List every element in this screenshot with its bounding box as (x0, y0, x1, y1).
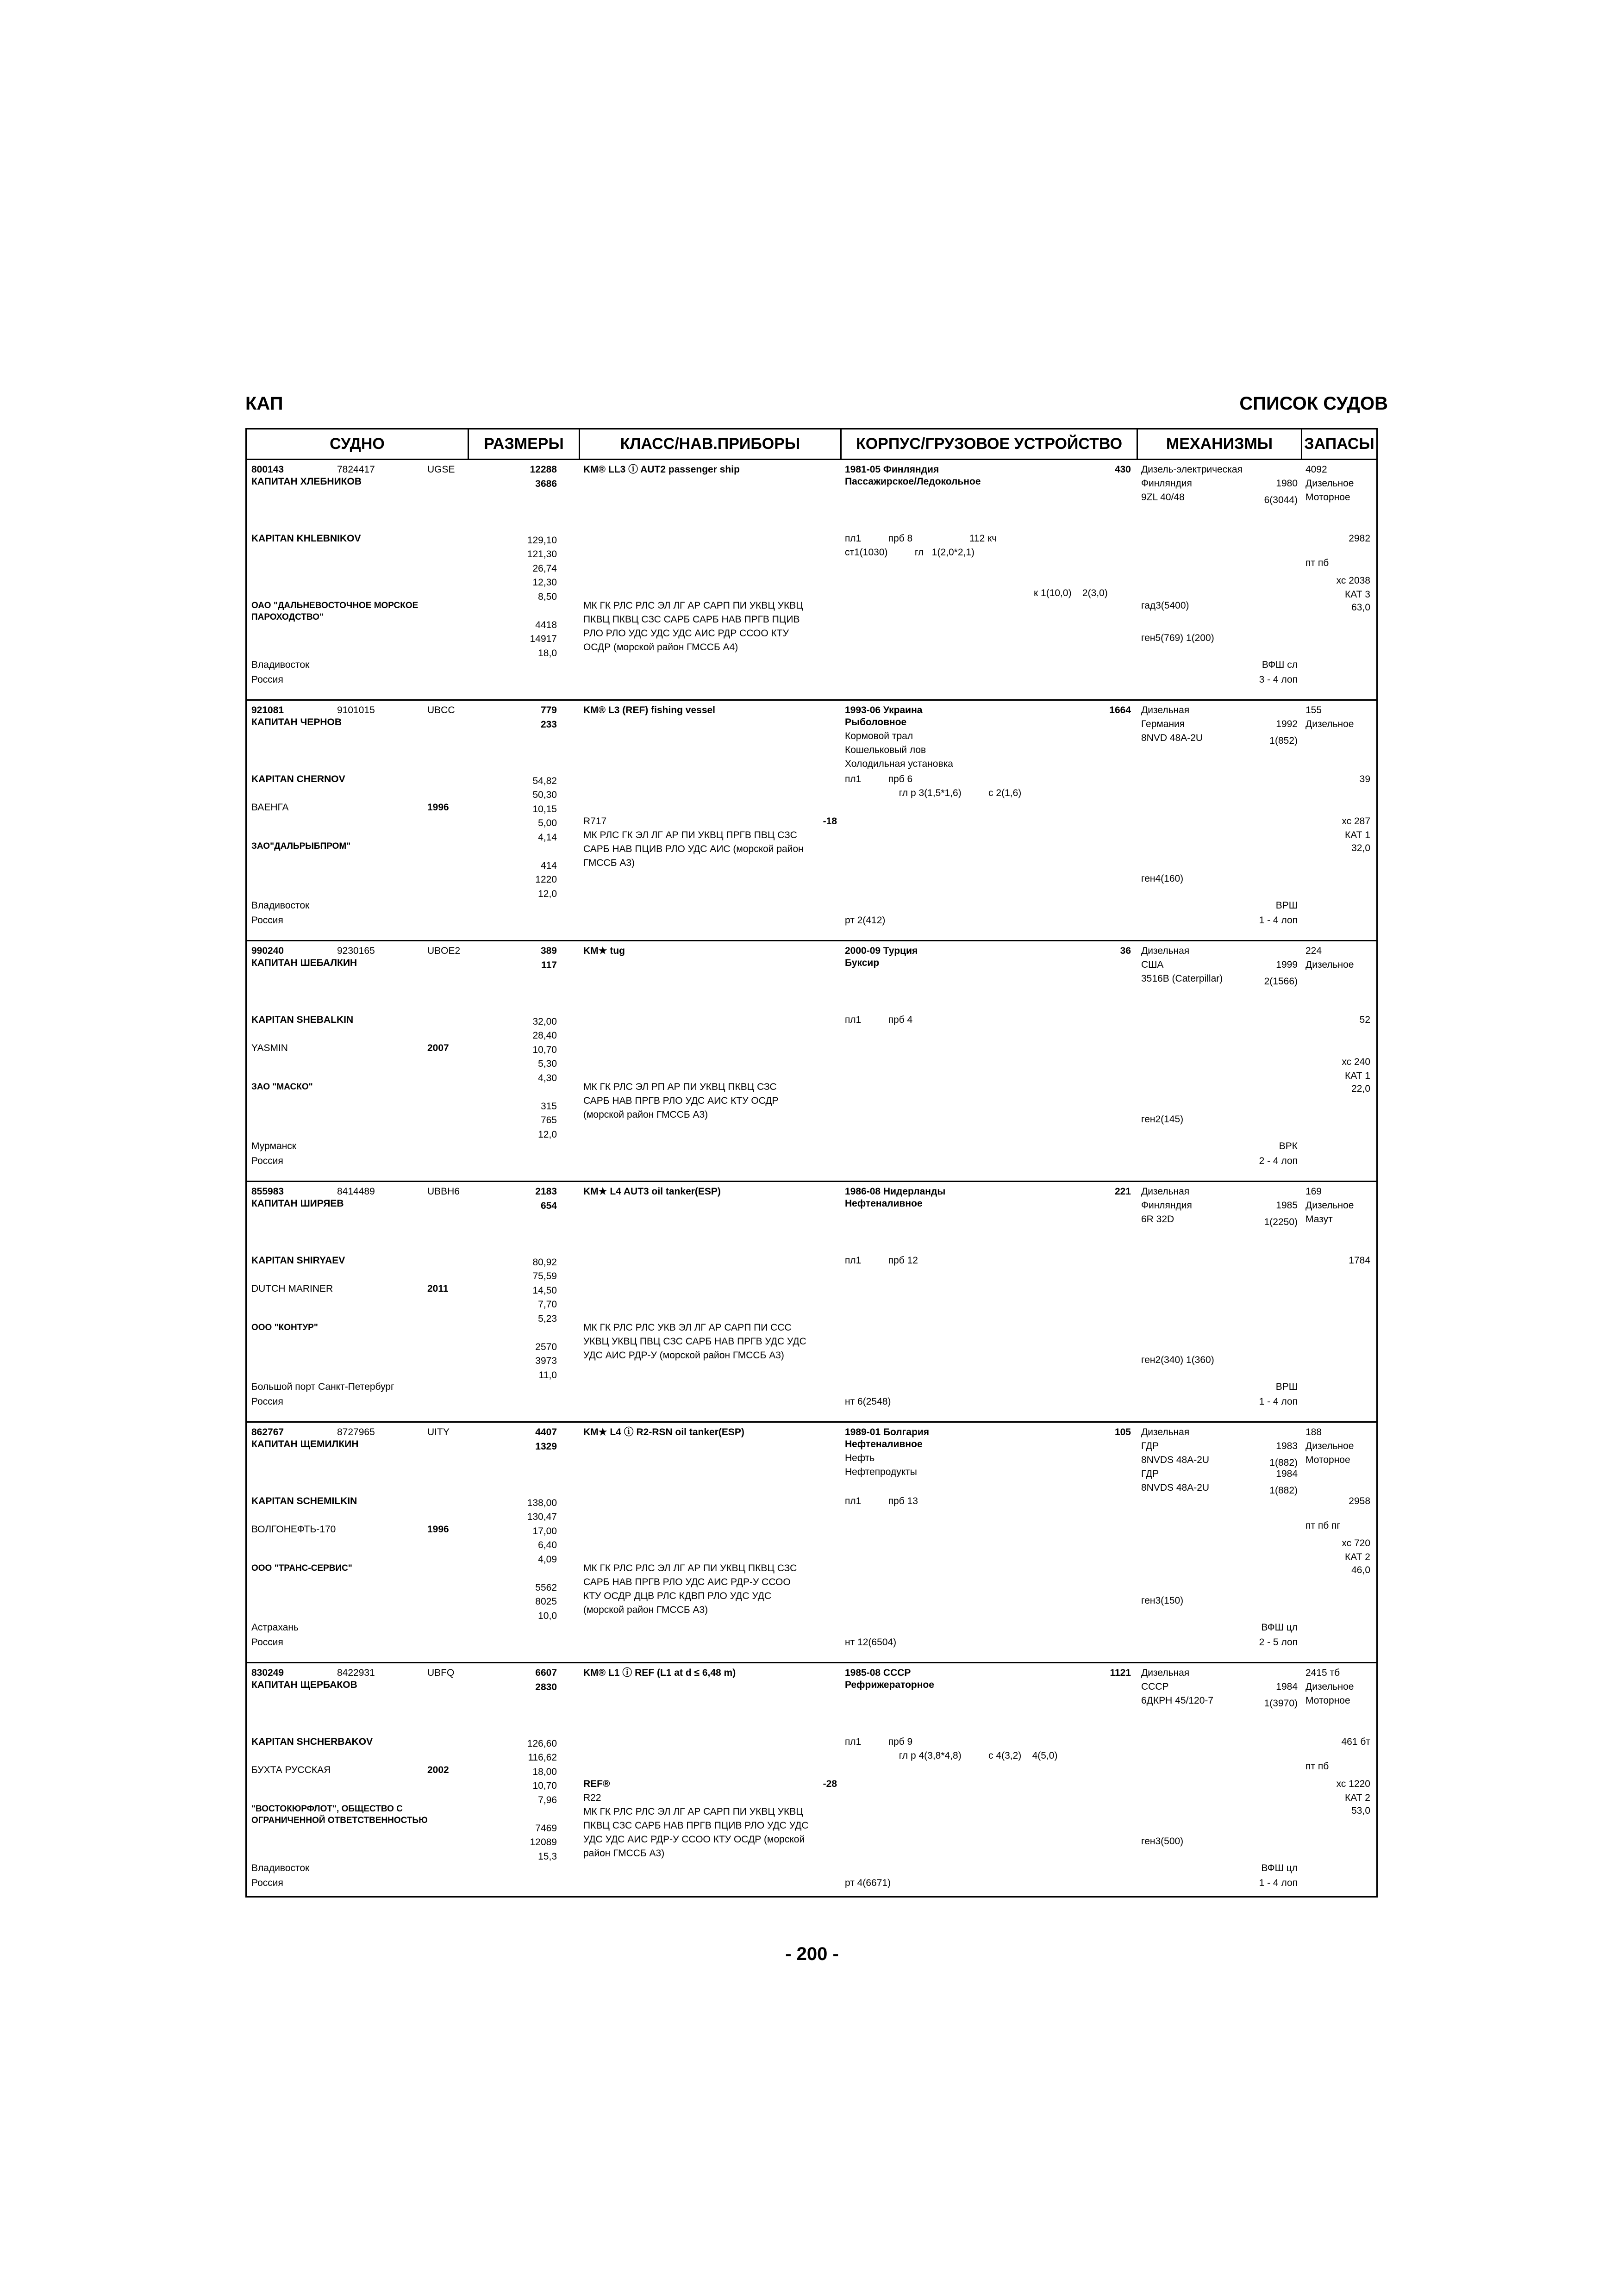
fuel-type: 4092 (1305, 464, 1327, 475)
home-port: Астрахань (251, 1622, 299, 1633)
home-port: Владивосток (251, 900, 310, 911)
machinery-item: Германия (1141, 719, 1185, 729)
decks-bulkheads: пл1 прб 6 (845, 774, 913, 784)
machinery-item: 8NVD 48A-2U (1141, 733, 1203, 743)
dimension-value: 7469 (535, 1823, 557, 1834)
dimension-value: 12288 (530, 464, 557, 475)
machinery-item: 8NVDS 48A-2U (1141, 1455, 1210, 1465)
dimension-value: 11,0 (538, 1369, 557, 1381)
machinery-value: 2(1566) (1264, 976, 1298, 987)
dimension-value: 10,15 (532, 803, 557, 815)
ships-table (245, 428, 1378, 1898)
propeller-blades: 2 - 5 лоп (1259, 1637, 1298, 1648)
build-info: 1985-08 СССР (845, 1668, 911, 1678)
ship-entry (247, 701, 1376, 941)
hull-type: Рыболовное (845, 717, 907, 728)
ship-entry (247, 460, 1376, 701)
cargo-holds: гл р 3(1,5*1,6) с 2(1,6) (845, 788, 1022, 798)
call-sign: UBCC (427, 705, 455, 716)
dimension-value: 233 (540, 719, 557, 730)
propeller: ВФШ сл (1262, 660, 1298, 670)
machinery-value: 6(3044) (1264, 495, 1298, 505)
dimension-value: 8,50 (538, 591, 557, 602)
dimension-value: 6607 (535, 1668, 557, 1678)
dimension-value: 18,0 (538, 647, 557, 659)
propeller-blades: 1 - 4 лоп (1259, 915, 1298, 926)
decks-bulkheads: пл1 прб 13 (845, 1496, 918, 1506)
dimension-value: 17,00 (532, 1525, 557, 1537)
machinery-value: 1(2250) (1264, 1217, 1298, 1227)
dimension-value: 1329 (535, 1441, 557, 1452)
imo-number: 8422931 (337, 1668, 375, 1678)
call-sign: UGSE (427, 464, 455, 475)
yard-number: 1664 (1109, 705, 1131, 716)
dimension-value: 315 (540, 1101, 557, 1112)
dimension-value: 654 (540, 1200, 557, 1211)
dimension-value: 75,59 (532, 1271, 557, 1282)
fuel-capacity: 2958 (1349, 1496, 1370, 1506)
dimension-value: 5,00 (538, 818, 557, 828)
dimension-value: 5562 (535, 1582, 557, 1593)
nav-equipment: МК ГК РЛС РЛС ЭЛ ЛГ АР САРП ПИ УКВЦ УКВЦ (583, 600, 803, 611)
dimension-value: 414 (540, 860, 557, 871)
dimension-value: 6,40 (538, 1540, 557, 1550)
ship-name-en: KAPITAN SHEBALKIN (251, 1014, 354, 1025)
dimension-value: 54,82 (532, 775, 557, 786)
fuel-grades: пт пб (1305, 558, 1329, 568)
yard-number: 1121 (1110, 1668, 1131, 1678)
former-year: 1996 (427, 1524, 449, 1535)
former-year: 1996 (427, 802, 449, 813)
col-machinery: МЕХАНИЗМЫ (1138, 429, 1302, 460)
dimension-value: 15,3 (538, 1851, 557, 1862)
dimension-value: 4,30 (538, 1072, 557, 1083)
class-notation: KM® L3 (REF) fishing vessel (583, 705, 716, 716)
category: КАТ 1 (1345, 830, 1370, 840)
dimension-value: 12,0 (538, 888, 557, 899)
dimension-value: 3686 (535, 478, 557, 489)
category-value: 46,0 (1351, 1565, 1370, 1575)
category: КАТ 2 (1345, 1552, 1370, 1562)
machinery-item: США (1141, 959, 1164, 970)
generators: ген3(500) (1141, 1836, 1184, 1847)
fuel-type: Моторное (1305, 492, 1350, 503)
imo-number: 7824417 (337, 464, 375, 475)
machinery-item: 6R 32D (1141, 1214, 1174, 1225)
dimension-value: 1220 (535, 874, 557, 885)
nav-equipment: МК ГК РЛС РЛС ЭЛ ЛГ АР ПИ УКВЦ ПКВЦ СЗС (583, 1563, 797, 1574)
category: КАТ 2 (1345, 1792, 1370, 1803)
section-title: КАП (245, 393, 283, 414)
hull-type: Кормовой трал (845, 731, 913, 741)
dimension-value: 80,92 (532, 1257, 557, 1268)
home-port: Владивосток (251, 1863, 310, 1873)
fuel-type: Дизельное (1305, 478, 1354, 489)
fuel-type: Моторное (1305, 1695, 1350, 1706)
propeller: ВРК (1279, 1141, 1298, 1151)
refrigeration-temp: -18 (823, 816, 837, 827)
machinery-item: Дизельная (1141, 1186, 1190, 1197)
yard-number: 105 (1114, 1427, 1131, 1437)
ship-name-ru: КАПИТАН ЩЕРБАКОВ (251, 1680, 357, 1690)
propeller-blades: 3 - 4 лоп (1259, 674, 1298, 685)
cargo-holds: ст1(1030) гл 1(2,0*2,1) (845, 547, 975, 558)
former-name: DUTCH MARINER (251, 1283, 333, 1294)
owner: ЗАО "МАСКО" (251, 1082, 313, 1092)
category-value: 32,0 (1351, 843, 1370, 853)
hull-type: Нефть (845, 1453, 875, 1463)
home-port: Большой порт Санкт-Петербург (251, 1381, 394, 1392)
crew-cabins: хс 2038 (1336, 575, 1370, 586)
yard-number: 36 (1120, 946, 1131, 956)
home-port: Владивосток (251, 660, 310, 670)
call-sign: UBOE2 (427, 946, 461, 956)
call-sign: UBFQ (427, 1668, 455, 1678)
machinery-item: 8NVDS 48A-2U (1141, 1482, 1210, 1493)
machinery-value: 1(3970) (1264, 1698, 1298, 1709)
machinery-item: ГДР (1141, 1468, 1159, 1479)
build-info: 1993-06 Украина (845, 705, 923, 716)
fuel-type: Моторное (1305, 1455, 1350, 1465)
col-hull: КОРПУС/ГРУЗОВОЕ УСТРОЙСТВО (842, 429, 1138, 460)
machinery-item: Дизель-электрическая (1141, 464, 1243, 475)
machinery-item: Финляндия (1141, 1200, 1192, 1211)
nav-equipment: УКВЦ УКВЦ ПВЦ СЗС САРБ НАВ ПРГВ УДС УДС (583, 1336, 806, 1347)
machinery-value: 1985 (1276, 1200, 1298, 1211)
former-name: ВАЕНГА (251, 802, 289, 813)
category: КАТ 3 (1345, 589, 1370, 600)
hull-type: Нефтепродукты (845, 1467, 917, 1477)
reg-number: 862767 (251, 1427, 284, 1437)
nav-equipment: МК ГК РЛС РЛС ЭЛ ЛГ АР САРП ПИ УКВЦ УКВЦ (583, 1806, 803, 1817)
generators-aux: гад3(5400) (1141, 600, 1189, 611)
decks-bulkheads: пл1 прб 9 (845, 1736, 913, 1747)
dimension-value: 5,23 (538, 1313, 557, 1324)
propeller-blades: 1 - 4 лоп (1259, 1396, 1298, 1407)
reg-number: 855983 (251, 1186, 284, 1197)
class-notation: KM® L1 ⓘ REF (L1 at d ≤ 6,48 m) (583, 1668, 736, 1678)
class-notation: KM★ L4 ⓘ R2-RSN oil tanker(ESP) (583, 1427, 744, 1437)
decks-bulkheads: пл1 прб 8 112 кч (845, 533, 997, 544)
col-stores: ЗАПАСЫ (1302, 429, 1376, 460)
ship-name-en: KAPITAN SHCHERBAKOV (251, 1736, 373, 1747)
propeller: ВРШ (1275, 900, 1298, 911)
build-info: 1981-05 Финляндия (845, 464, 939, 475)
ship-name-ru: КАПИТАН ХЛЕБНИКОВ (251, 476, 362, 487)
nav-equipment: САРБ НАВ ПРГВ РЛО УДС АИС КТУ ОСДР (583, 1095, 779, 1106)
dimension-value: 130,47 (527, 1512, 557, 1522)
imo-number: 8727965 (337, 1427, 375, 1437)
fuel-type: Дизельное (1305, 1200, 1354, 1211)
fuel-grades: пт пб пг (1305, 1520, 1341, 1531)
fuel-type: Дизельное (1305, 959, 1354, 970)
dimension-value: 14,50 (532, 1285, 557, 1296)
owner: "ВОСТОКЮРФЛОТ", ОБЩЕСТВО С ОГРАНИЧЕННОЙ ОТВЕТСТВЕННОСТЬЮ (251, 1804, 428, 1825)
crew-cabins: хс 1220 (1336, 1779, 1370, 1789)
ship-name-ru: КАПИТАН ШЕБАЛКИН (251, 958, 357, 968)
dimension-value: 4,09 (538, 1554, 557, 1565)
nav-equipment: МК ГК РЛС ЭЛ РП АР ПИ УКВЦ ПКВЦ СЗС (583, 1082, 777, 1092)
dimension-value: 116,62 (528, 1752, 557, 1763)
dimension-value: 12,30 (532, 577, 557, 588)
nav-equipment: РЛО РЛО УДС УДС УДС АИС РДР ССОО КТУ (583, 628, 789, 639)
build-info: 1986-08 Нидерланды (845, 1186, 946, 1197)
ship-entry (247, 1423, 1376, 1663)
owner: ООО "ТРАНС-СЕРВИС" (251, 1563, 352, 1573)
former-name: ВОЛГОНЕФТЬ-170 (251, 1524, 336, 1535)
nav-equipment: САРБ НАВ ПЦИВ РЛО УДС АИС (морской район (583, 844, 804, 854)
fuel-type: Мазут (1305, 1214, 1333, 1225)
nav-equipment: R22 (583, 1792, 601, 1803)
fuel-type: 2415 тб (1305, 1668, 1340, 1678)
crew-cabins: хс 287 (1342, 816, 1370, 827)
class-notation: KM® LL3 ⓘ AUT2 passenger ship (583, 464, 740, 475)
hull-type: Кошельковый лов (845, 745, 926, 755)
reg-number: 921081 (251, 705, 284, 716)
reg-number: 830249 (251, 1668, 284, 1678)
dimension-value: 765 (540, 1115, 557, 1126)
dimension-value: 4407 (535, 1427, 557, 1437)
machinery-value: 1(852) (1269, 735, 1298, 746)
machinery-item: 3516B (Caterpillar) (1141, 973, 1223, 984)
tanks: нт 12(6504) (845, 1637, 897, 1648)
list-title: СПИСОК СУДОВ (1239, 393, 1388, 414)
dimension-value: 14917 (530, 634, 557, 644)
dimension-value: 18,00 (532, 1766, 557, 1777)
dimension-value: 4,14 (538, 832, 557, 843)
ship-name-ru: КАПИТАН ЩЕМИЛКИН (251, 1439, 359, 1450)
refrigeration-temp: -28 (823, 1779, 837, 1789)
dimension-value: 50,30 (532, 790, 557, 800)
imo-number: 9101015 (337, 705, 375, 716)
nav-equipment: район ГМССБ А3) (583, 1848, 665, 1859)
dimension-value: 32,00 (532, 1016, 557, 1027)
tanks: рт 4(6671) (845, 1878, 891, 1888)
generators: ген2(340) 1(360) (1141, 1355, 1214, 1365)
dimension-value: 117 (541, 959, 557, 971)
dimension-value: 779 (540, 705, 557, 716)
nav-equipment: ОСДР (морской район ГМССБ А4) (583, 642, 738, 653)
dimension-value: 10,70 (532, 1780, 557, 1791)
machinery-value: 1992 (1276, 719, 1298, 729)
imo-number: 8414489 (337, 1186, 375, 1197)
country: Россия (251, 1878, 283, 1888)
former-name: YASMIN (251, 1043, 288, 1053)
hull-type: Нефтеналивное (845, 1439, 923, 1450)
owner: ЗАО"ДАЛЬРЫБПРОМ" (251, 841, 351, 851)
yard-number: 430 (1114, 464, 1131, 475)
dimension-value: 8025 (535, 1596, 557, 1607)
ship-name-en: KAPITAN CHERNOV (251, 774, 345, 784)
decks-bulkheads: пл1 прб 4 (845, 1014, 913, 1025)
machinery-item: Дизельная (1141, 1427, 1190, 1437)
generators: ген3(150) (1141, 1595, 1184, 1606)
yard-number: 221 (1114, 1186, 1131, 1197)
machinery-item: 9ZL 40/48 (1141, 492, 1185, 503)
owner: ООО "КОНТУР" (251, 1323, 318, 1332)
country: Россия (251, 674, 283, 685)
category: КАТ 1 (1345, 1070, 1370, 1081)
machinery-item: Дизельная (1141, 705, 1190, 716)
dimension-value: 10,70 (532, 1044, 557, 1055)
reg-number: 990240 (251, 946, 284, 956)
propeller: ВРШ (1275, 1381, 1298, 1392)
machinery-value: 1984 (1276, 1468, 1298, 1479)
nav-equipment: САРБ НАВ ПРГВ РЛО УДС АИС РДР-У ССОО (583, 1577, 791, 1587)
dimension-value: 12089 (530, 1837, 557, 1848)
imo-number: 9230165 (337, 946, 375, 956)
machinery-value: 1984 (1276, 1681, 1298, 1692)
machinery-value: 1980 (1276, 478, 1298, 489)
call-sign: UITY (427, 1427, 450, 1437)
nav-equipment: УДС АИС РДР-У (морской район ГМССБ А3) (583, 1350, 784, 1361)
generators: ген4(160) (1141, 873, 1184, 884)
propeller-blades: 1 - 4 лоп (1259, 1878, 1298, 1888)
dimension-value: 12,0 (538, 1129, 557, 1140)
category-value: 53,0 (1351, 1805, 1370, 1816)
machinery-item: 6ДКРН 45/120-7 (1141, 1695, 1214, 1706)
fuel-type: Дизельное (1305, 1681, 1354, 1692)
propeller-blades: 2 - 4 лоп (1259, 1156, 1298, 1166)
cargo-holds: гл р 4(3,8*4,8) с 4(3,2) 4(5,0) (845, 1750, 1058, 1761)
nav-equipment: КТУ ОСДР ДЦВ РЛС КДВП РЛО УДС УДС (583, 1591, 772, 1601)
ship-entry (247, 1663, 1376, 1904)
country: Россия (251, 1156, 283, 1166)
home-port: Мурманск (251, 1141, 297, 1151)
col-dims: РАЗМЕРЫ (469, 429, 580, 460)
hull-type: Рефрижераторное (845, 1680, 934, 1690)
machinery-item: СССР (1141, 1681, 1169, 1692)
dimension-value: 5,30 (538, 1058, 557, 1069)
dimension-value: 121,30 (527, 549, 557, 560)
fuel-capacity: 39 (1359, 774, 1370, 784)
hull-type: Пассажирское/Ледокольное (845, 476, 981, 487)
dimension-value: 2183 (535, 1186, 557, 1197)
hull-type: Буксир (845, 958, 880, 968)
propeller: ВФШ цл (1261, 1863, 1298, 1873)
dimension-value: 389 (540, 946, 557, 956)
former-year: 2011 (427, 1283, 449, 1294)
machinery-item: Дизельная (1141, 946, 1190, 956)
dimension-value: 2830 (535, 1681, 557, 1692)
ship-name-ru: КАПИТАН ШИРЯЕВ (251, 1198, 344, 1209)
nav-equipment: МК ГК РЛС РЛС УКВ ЭЛ ЛГ АР САРП ПИ ССС (583, 1322, 792, 1333)
class-notation: KM★ tug (583, 946, 625, 956)
dimension-value: 7,96 (538, 1794, 557, 1805)
dimension-value: 10,0 (538, 1610, 557, 1621)
category-value: 22,0 (1351, 1083, 1370, 1094)
call-sign: UBBH6 (427, 1186, 460, 1197)
nav-equipment: (морской район ГМССБ А3) (583, 1605, 708, 1615)
crew-cabins: хс 720 (1342, 1538, 1370, 1549)
former-name: БУХТА РУССКАЯ (251, 1765, 331, 1775)
generators: ген5(769) 1(200) (1141, 633, 1214, 643)
fuel-grades: пт пб (1305, 1761, 1329, 1772)
propeller: ВФШ цл (1261, 1622, 1298, 1633)
nav-equipment: ГМССБ А3) (583, 858, 635, 868)
fuel-capacity: 1784 (1349, 1255, 1370, 1266)
country: Россия (251, 1637, 283, 1648)
cranes: к 1(10,0) 2(3,0) (1034, 588, 1108, 598)
class-notation: KM★ L4 AUT3 oil tanker(ESP) (583, 1186, 721, 1197)
ship-entry (247, 1182, 1376, 1423)
former-year: 2007 (427, 1043, 449, 1053)
fuel-type: Дизельное (1305, 719, 1354, 729)
ship-entry (247, 941, 1376, 1182)
machinery-item: ГДР (1141, 1441, 1159, 1451)
nav-equipment: ПКВЦ СЗС САРБ НАВ ПРГВ ПЦИВ РЛО УДС УДС (583, 1820, 809, 1831)
generators: ген2(145) (1141, 1114, 1184, 1125)
former-year: 2002 (427, 1765, 449, 1775)
fuel-type: 188 (1305, 1427, 1322, 1437)
fuel-type: 155 (1305, 705, 1322, 716)
dimension-value: 138,00 (527, 1497, 557, 1508)
nav-equipment: УДС УДС АИС РДР-У ССОО КТУ ОСДР (морской (583, 1834, 805, 1845)
hull-type: Холодильная установка (845, 759, 953, 769)
nav-equipment: ПКВЦ ПКВЦ СЗС САРБ САРБ НАВ ПРГВ ПЦИВ (583, 614, 800, 625)
dimension-value: 28,40 (532, 1030, 557, 1041)
dimension-value: 129,10 (527, 535, 557, 546)
hull-type: Нефтеналивное (845, 1198, 923, 1209)
page-number: - 200 - (785, 1944, 839, 1964)
col-ship: СУДНО (247, 429, 469, 460)
ship-name-ru: КАПИТАН ЧЕРНОВ (251, 717, 342, 728)
crew-cabins: хс 240 (1342, 1057, 1370, 1067)
decks-bulkheads: пл1 прб 12 (845, 1255, 918, 1266)
ship-name-en: KAPITAN SCHEMILKIN (251, 1496, 357, 1506)
machinery-value: 1983 (1276, 1441, 1298, 1451)
nav-equipment: МК РЛС ГК ЭЛ ЛГ АР ПИ УКВЦ ПРГВ ПВЦ СЗС (583, 830, 797, 840)
machinery-item: Финляндия (1141, 478, 1192, 489)
dimension-value: 3973 (535, 1356, 557, 1366)
machinery-item: Дизельная (1141, 1668, 1190, 1678)
country: Россия (251, 915, 283, 926)
refrigeration-class: REF® (583, 1779, 610, 1789)
machinery-value: 1(882) (1269, 1485, 1298, 1496)
dimension-value: 126,60 (527, 1738, 557, 1749)
build-info: 2000-09 Турция (845, 946, 918, 956)
category-value: 63,0 (1351, 602, 1370, 613)
dimension-value: 26,74 (532, 563, 557, 574)
fuel-type: 169 (1305, 1186, 1322, 1197)
fuel-capacity: 52 (1359, 1014, 1370, 1025)
machinery-value: 1(882) (1269, 1457, 1298, 1468)
tanks: нт 6(2548) (845, 1396, 891, 1407)
machinery-value: 1999 (1276, 959, 1298, 970)
fuel-capacity: 461 бт (1341, 1736, 1370, 1747)
dimension-value: 2570 (535, 1341, 557, 1352)
build-info: 1989-01 Болгария (845, 1427, 930, 1437)
fuel-capacity: 2982 (1349, 533, 1370, 544)
refrigeration-class: R717 (583, 816, 607, 827)
country: Россия (251, 1396, 283, 1407)
ship-name-en: KAPITAN KHLEBNIKOV (251, 533, 361, 544)
col-class: КЛАСС/НАВ.ПРИБОРЫ (580, 429, 842, 460)
fuel-type: Дизельное (1305, 1441, 1354, 1451)
reg-number: 800143 (251, 464, 284, 475)
tanks: рт 2(412) (845, 915, 886, 926)
dimension-value: 4418 (535, 619, 557, 630)
owner: ОАО "ДАЛЬНЕВОСТОЧНОЕ МОРСКОЕ ПАРОХОДСТВО" (251, 601, 418, 622)
ship-name-en: KAPITAN SHIRYAEV (251, 1255, 345, 1266)
dimension-value: 7,70 (538, 1299, 557, 1310)
fuel-type: 224 (1305, 946, 1322, 956)
nav-equipment: (морской район ГМССБ А3) (583, 1109, 708, 1120)
